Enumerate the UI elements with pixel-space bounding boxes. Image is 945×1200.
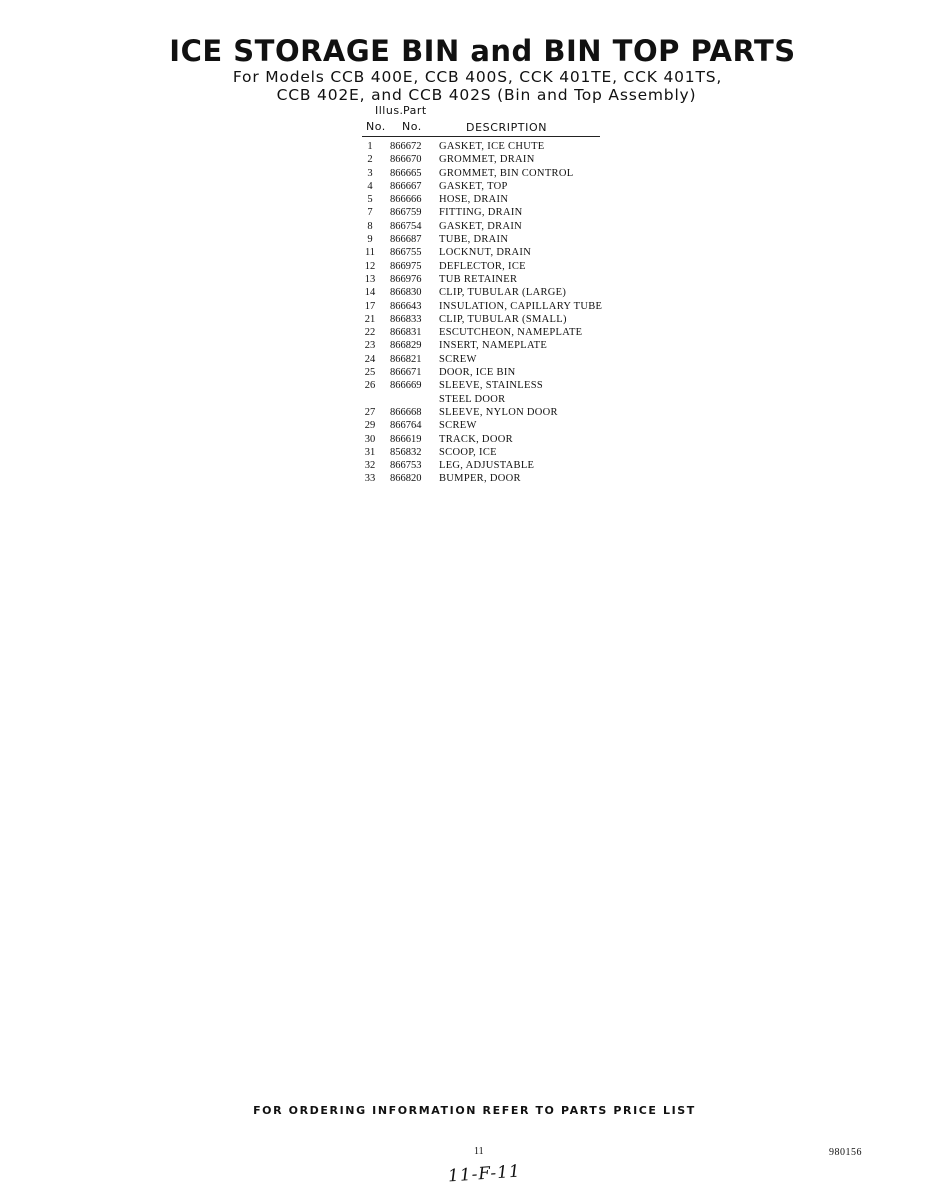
part-number: 856832	[390, 446, 422, 458]
part-description: LOCKNUT, DRAIN	[439, 247, 532, 259]
page-title: ICE STORAGE BIN and BIN TOP PARTS	[169, 34, 796, 68]
illus-number: 12	[364, 260, 376, 272]
part-description: CLIP, TUBULAR (SMALL)	[439, 313, 567, 325]
models-line-1: For Models CCB 400E, CCB 400S, CCK 401TE, CCK 401TS,	[232, 68, 723, 86]
table-row	[362, 140, 652, 153]
part-description: GASKET, DRAIN	[439, 220, 523, 232]
table-row	[362, 459, 652, 472]
illus-number: 30	[364, 433, 376, 445]
illus-number: 17	[364, 300, 376, 312]
table-row	[362, 246, 652, 259]
part-number: 866764	[390, 420, 422, 432]
part-description: SLEEVE, STAINLESS	[439, 380, 544, 392]
part-description: BUMPER, DOOR	[439, 473, 521, 485]
part-description: INSULATION, CAPILLARY TUBE	[439, 300, 603, 312]
part-number: 866829	[390, 340, 422, 352]
column-header-part-no: No.	[402, 120, 422, 133]
part-number: 866821	[390, 353, 422, 365]
column-header-illus: Illus.	[375, 104, 404, 117]
part-description: FITTING, DRAIN	[439, 207, 523, 219]
table-row	[362, 393, 652, 406]
table-row	[362, 206, 652, 219]
illus-number: 11	[364, 247, 376, 259]
part-description: TUB RETAINER	[439, 273, 518, 285]
part-description: GASKET, TOP	[439, 180, 508, 192]
illus-number: 25	[364, 367, 376, 379]
page-number: 11	[474, 1146, 484, 1157]
illus-number: 5	[367, 194, 373, 206]
part-number: 866759	[390, 207, 422, 219]
part-description: TRACK, DOOR	[439, 433, 513, 445]
column-header-part: Part	[403, 104, 427, 117]
part-number: 866753	[390, 460, 422, 472]
part-number: 866820	[390, 473, 422, 485]
part-description: GASKET, ICE CHUTE	[439, 141, 545, 152]
table-row	[362, 153, 652, 166]
part-description: ESCUTCHEON, NAMEPLATE	[439, 327, 583, 339]
table-row	[362, 366, 652, 379]
table-row	[362, 446, 652, 459]
part-description: SLEEVE, NYLON DOOR	[439, 406, 558, 418]
part-number: 866667	[390, 180, 422, 192]
table-row	[362, 313, 652, 326]
table-row	[362, 273, 652, 286]
column-header-description: DESCRIPTION	[466, 121, 548, 134]
part-description: STEEL DOOR	[439, 393, 506, 405]
part-description: SCREW	[439, 353, 477, 365]
models-line-2: CCB 402E, and CCB 402S (Bin and Top Assembly)	[276, 86, 697, 104]
part-number: 866754	[390, 220, 422, 232]
table-row	[362, 220, 652, 233]
table-row	[362, 286, 652, 299]
part-number: 866669	[390, 380, 422, 392]
table-row	[362, 472, 652, 485]
part-number: 866687	[390, 234, 422, 246]
illus-number: 13	[364, 273, 376, 285]
part-number: 866668	[390, 406, 422, 418]
part-number: 866830	[390, 287, 422, 299]
part-description: INSERT, NAMEPLATE	[439, 340, 548, 352]
illus-number: 9	[367, 234, 373, 246]
illus-number: 26	[364, 380, 376, 392]
table-row	[362, 167, 652, 180]
illus-number: 7	[367, 207, 373, 219]
table-row	[362, 379, 652, 392]
part-description: LEG, ADJUSTABLE	[439, 460, 535, 472]
part-description: GROMMET, BIN CONTROL	[439, 167, 574, 179]
table-row	[362, 180, 652, 193]
table-row	[362, 300, 652, 313]
table-row	[362, 233, 652, 246]
part-number: 866670	[390, 154, 422, 166]
table-row	[362, 406, 652, 419]
part-description: DEFLECTOR, ICE	[439, 260, 526, 272]
part-number: 866643	[390, 300, 422, 312]
part-description: TUBE, DRAIN	[439, 234, 509, 246]
illus-number: 29	[364, 420, 376, 432]
handwritten-mark: 11-F-11	[447, 1161, 522, 1187]
parts-list	[362, 140, 652, 486]
illus-number: 22	[364, 327, 376, 339]
illus-number: 1	[367, 141, 373, 152]
illus-number: 3	[367, 167, 373, 179]
part-number: 866672	[390, 141, 422, 152]
illus-number: 23	[364, 340, 376, 352]
part-number: 866665	[390, 167, 422, 179]
table-row	[362, 433, 652, 446]
part-number: 866831	[390, 327, 422, 339]
table-row	[362, 193, 652, 206]
part-description: HOSE, DRAIN	[439, 194, 509, 206]
document-code: 980156	[829, 1147, 862, 1158]
column-header-illus-no: No.	[366, 120, 386, 133]
part-number: 866833	[390, 313, 422, 325]
illus-number: 31	[364, 446, 376, 458]
part-number: 866976	[390, 273, 422, 285]
header-divider	[362, 136, 600, 137]
illus-number: 4	[367, 180, 373, 192]
illus-number: 21	[364, 313, 376, 325]
ordering-note: FOR ORDERING INFORMATION REFER TO PARTS PRICE LIST	[253, 1104, 696, 1117]
illus-number: 2	[367, 154, 373, 166]
table-row	[362, 260, 652, 273]
part-number: 866666	[390, 194, 422, 206]
illus-number: 33	[364, 473, 376, 485]
part-description: DOOR, ICE BIN	[439, 367, 516, 379]
part-description: CLIP, TUBULAR (LARGE)	[439, 287, 567, 299]
illus-number: 8	[367, 220, 373, 232]
part-number: 866975	[390, 260, 422, 272]
part-number: 866619	[390, 433, 422, 445]
part-description: SCREW	[439, 420, 477, 432]
part-description: GROMMET, DRAIN	[439, 154, 535, 166]
part-number: 866755	[390, 247, 422, 259]
part-number: 866671	[390, 367, 422, 379]
illus-number: 14	[364, 287, 376, 299]
part-description: SCOOP, ICE	[439, 446, 497, 458]
illus-number: 32	[364, 460, 376, 472]
table-row	[362, 326, 652, 339]
table-row	[362, 419, 652, 432]
illus-number: 27	[364, 406, 376, 418]
table-row	[362, 339, 652, 352]
illus-number: 24	[364, 353, 376, 365]
table-row	[362, 353, 652, 366]
